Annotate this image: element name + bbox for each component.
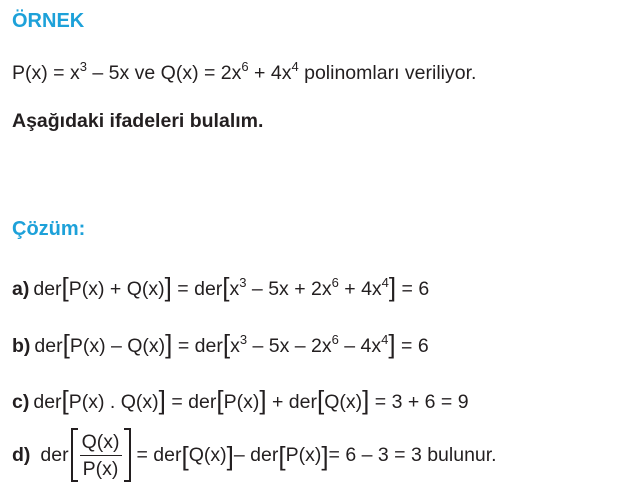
label-d: d) [12,443,31,466]
problem-statement: $P(x) = x^3 - 5x$ ve $Q(x) = 2x^6 + 4x^4$ polinomları veriliyor. [12,59,477,84]
solution-heading: Çözüm: [12,218,86,240]
solution-d: d) der $\frac{Q(x)}{P(x)}$ = der [ Q(x) ] – der [ P(x) ] = 6 – 3 = 3 bulunur. [12,428,497,482]
denominator: P(x) [82,457,119,480]
fraction [80,430,122,481]
solution-b: b) $der[P(x) - Q(x)] = der[x^3 - 5x - 2x^6 - 4x^4] = 6$ [12,329,429,359]
label-c: c) [12,391,30,413]
instruction-text: Aşağıdaki ifadeleri bulalım. [12,110,264,132]
example-heading: ÖRNEK [12,10,85,32]
numerator: Q(x) [80,430,122,456]
solution-c: c) der[P(x) . Q(x)] = der[P(x)] + der[Q(x)] = 3 + 6 = 9 [12,385,469,415]
left-bracket [71,428,78,482]
solution-a: a) $der[P(x) + Q(x)] = der[x^3 - 5x + 2x^6 + 4x^4] = 6$ [12,272,430,302]
label-a: a) [12,278,30,300]
label-b: b) [12,335,31,357]
right-bracket [124,428,131,482]
